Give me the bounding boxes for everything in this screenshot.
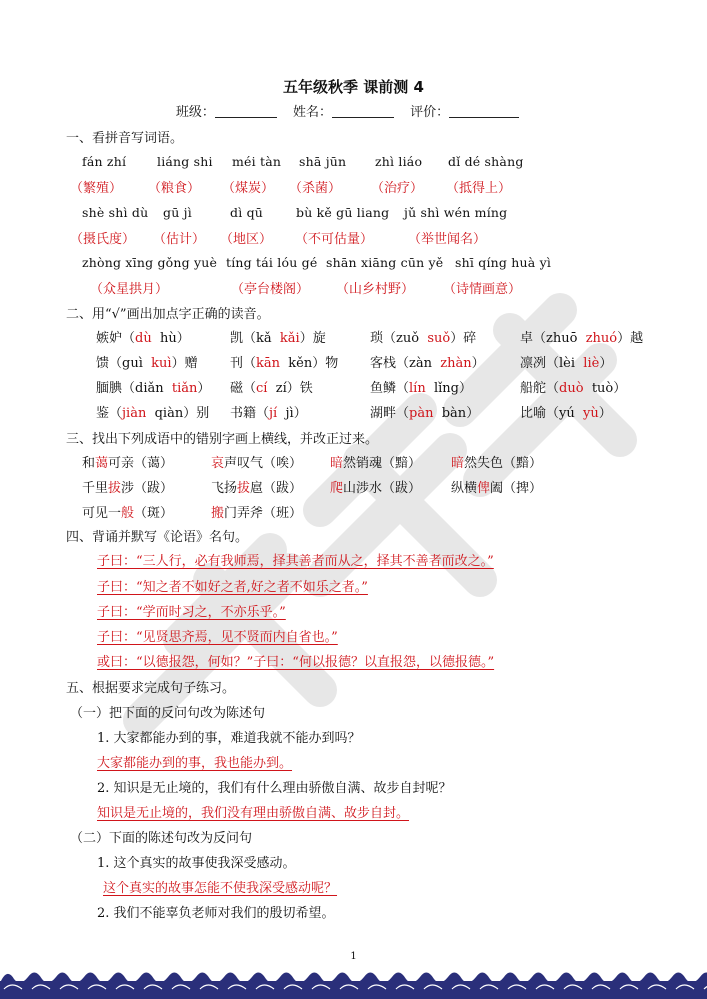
analects-line-5: 或曰：“以德报怨，何如？”子曰：“何以报德？以直报怨，以德报德。”	[97, 655, 495, 670]
word-prefix: 琐（	[370, 331, 397, 346]
pinyin: méi tàn	[232, 154, 282, 169]
word-suffix: ）	[293, 406, 307, 421]
idiom-suffix-correction: 然失色（黯）	[464, 456, 543, 471]
answer: （亭台楼阁）	[231, 282, 310, 297]
reading-option-b: bàn	[441, 406, 467, 421]
word-suffix: ）	[197, 381, 211, 396]
word-suffix: ）铁	[286, 381, 313, 396]
pronunciation-item	[520, 402, 612, 421]
pronunciation-item	[230, 327, 326, 346]
pronunciation-item	[230, 402, 307, 421]
reading-option-b: zhuó	[585, 331, 618, 346]
reading-option-b: kǎi	[279, 331, 300, 346]
wrong-character: 爬	[330, 481, 344, 496]
word-prefix: 比喻（	[520, 406, 560, 421]
class-blank	[215, 105, 277, 118]
idiom-suffix-correction: 扈（跋）	[250, 481, 303, 496]
pinyin: shān xiāng cūn yě	[326, 255, 444, 270]
reading-option-b: jì	[285, 406, 294, 421]
word-suffix: ）	[176, 331, 190, 346]
idiom-item	[211, 477, 302, 496]
reading-option-b: hù	[159, 331, 177, 346]
reading-option-b: qiàn	[154, 406, 184, 421]
pronunciation-item	[96, 352, 198, 371]
pinyin: dì qū	[230, 205, 264, 220]
pinyin: jǔ shì wén míng	[404, 205, 508, 220]
word-suffix: ）别	[183, 406, 210, 421]
word-prefix: 磁（	[230, 381, 257, 396]
reading-option-a: jí	[269, 406, 278, 421]
reading-option-b: kuì	[151, 356, 172, 371]
word-prefix: 客栈（	[370, 356, 410, 371]
idiom-suffix-correction: 可亲（蔼）	[108, 456, 174, 471]
reading-option-b: zhàn	[440, 356, 472, 371]
idiom-suffix-correction: 山涉水（跋）	[343, 481, 422, 496]
wave-footer-decoration	[0, 961, 707, 999]
idiom-prefix: 飞扬	[211, 481, 238, 496]
name-label: 姓名：	[292, 105, 332, 120]
section-5-heading: 五、根据要求完成句子练习。	[66, 681, 236, 696]
answer: （杀菌）	[289, 181, 342, 196]
idiom-suffix-correction: （斑）	[134, 506, 174, 521]
grade-label: 评价：	[410, 105, 450, 120]
pronunciation-item	[520, 327, 643, 346]
reading-option-a: lín	[409, 381, 426, 396]
wrong-character: 俾	[477, 481, 491, 496]
reading-option-b: liè	[583, 356, 600, 371]
word-suffix: ）旋	[299, 331, 326, 346]
idiom-item	[330, 452, 421, 471]
reading-option-a: jiàn	[122, 406, 147, 421]
word-suffix: ）碎	[450, 331, 477, 346]
word-suffix: ）	[459, 381, 473, 396]
reading-option-a: cí	[256, 381, 268, 396]
answer: （众星拱月）	[90, 282, 169, 297]
reading-option-b: zí	[275, 381, 287, 396]
reading-option-b: lǐng	[433, 381, 459, 396]
pinyin: zhòng xīng gǒng yuè	[82, 255, 218, 270]
answer: （不可估量）	[295, 232, 374, 247]
pronunciation-item	[520, 352, 612, 371]
idiom-item	[451, 452, 542, 471]
pinyin: fán zhí	[82, 154, 127, 169]
pinyin: zhì liáo	[375, 154, 423, 169]
analects-line-1: 子曰：“三人行，必有我师焉，择其善者而从之，择其不善者而改之。”	[97, 554, 494, 569]
word-suffix: ）	[466, 406, 480, 421]
subsection-1-heading: （一）把下面的反问句改为陈述句	[70, 706, 266, 721]
word-prefix: 船舵（	[520, 381, 560, 396]
word-prefix: 馈（	[96, 356, 123, 371]
idiom-item	[82, 452, 173, 471]
section-2-heading: 二、用“√”画出加点字正确的读音。	[66, 307, 270, 322]
word-suffix: ）	[599, 356, 613, 371]
reading-option-a: zuǒ	[396, 331, 420, 346]
subsection-2-heading: （二）下面的陈述句改为反问句	[70, 831, 253, 846]
word-prefix: 腼腆（	[96, 381, 136, 396]
answer: （煤炭）	[222, 181, 275, 196]
idiom-suffix-correction: 门弄斧（班）	[224, 506, 303, 521]
reading-option-a: zàn	[409, 356, 432, 371]
reading-option-b: kěn	[288, 356, 313, 371]
pinyin: dǐ dé shàng	[448, 154, 524, 169]
answer: （诗情画意）	[443, 282, 522, 297]
student-info-row	[0, 101, 707, 120]
answer-3: 这个真实的故事怎能不使我深受感动呢？	[103, 881, 338, 896]
class-label: 班级：	[175, 105, 215, 120]
wrong-character: 拔	[237, 481, 251, 496]
page-number: 1	[350, 951, 357, 962]
idiom-prefix: 千里	[82, 481, 109, 496]
pinyin: shā jūn	[299, 154, 347, 169]
word-suffix: ）	[598, 406, 612, 421]
reading-option-a: dù	[135, 331, 152, 346]
reading-option-b: tiǎn	[171, 381, 198, 396]
answer: （抵得上）	[446, 181, 512, 196]
idiom-suffix-correction: 声叹气（唉）	[224, 456, 303, 471]
question-1: 1. 大家都能办到的事，难道我就不能办到吗？	[97, 731, 361, 746]
pinyin: shè shì dù	[82, 205, 149, 220]
word-suffix: ）越	[617, 331, 644, 346]
answer: （地区）	[220, 232, 273, 247]
reading-option-a: zhuō	[546, 331, 578, 346]
reading-option-a: pàn	[409, 406, 434, 421]
word-prefix: 凛冽（	[520, 356, 560, 371]
word-prefix: 书籍（	[230, 406, 270, 421]
pronunciation-item	[370, 402, 479, 421]
grade-blank	[449, 105, 519, 118]
reading-option-b: suǒ	[427, 331, 451, 346]
pronunciation-item	[230, 352, 338, 371]
wrong-character: 暗	[330, 456, 344, 471]
pronunciation-item	[370, 352, 485, 371]
word-prefix: 嫉妒（	[96, 331, 136, 346]
word-prefix: 鱼鳞（	[370, 381, 410, 396]
answer: （摄氏度）	[70, 232, 136, 247]
analects-line-2: 子曰：“知之者不如好之者,好之者不如乐之者。”	[97, 580, 368, 595]
pinyin: bù kě gū liang	[296, 205, 390, 220]
reading-option-a: lèi	[559, 356, 576, 371]
wrong-character: 蔼	[95, 456, 109, 471]
wrong-character: 哀	[211, 456, 225, 471]
word-suffix: ）物	[312, 356, 339, 371]
pinyin: gū jì	[163, 205, 192, 220]
word-prefix: 鉴（	[96, 406, 123, 421]
wrong-character: 搬	[211, 506, 225, 521]
word-suffix: ）	[471, 356, 485, 371]
question-3: 1. 这个真实的故事使我深受感动。	[97, 856, 296, 871]
analects-line-4: 子曰：“见贤思齐焉，见不贤而内自省也。”	[97, 630, 338, 645]
word-prefix: 刊（	[230, 356, 257, 371]
idiom-item	[211, 452, 302, 471]
word-prefix: 湖畔（	[370, 406, 410, 421]
reading-option-a: yú	[559, 406, 575, 421]
idiom-suffix-correction: 涉（跋）	[121, 481, 174, 496]
reading-option-a: kǎ	[256, 331, 272, 346]
pinyin: shī qíng huà yì	[455, 255, 552, 270]
idiom-prefix: 和	[82, 456, 96, 471]
answer-2: 知识是无止境的，我们没有理由骄傲自满、故步自封。	[97, 806, 410, 821]
word-prefix: 卓（	[520, 331, 547, 346]
name-blank	[332, 105, 394, 118]
word-prefix: 凯（	[230, 331, 257, 346]
idiom-suffix-correction: 然销魂（黯）	[343, 456, 422, 471]
answer: （繁殖）	[70, 181, 123, 196]
reading-option-a: duò	[559, 381, 584, 396]
wrong-character: 拔	[108, 481, 122, 496]
section-4-heading: 四、背诵并默写《论语》名句。	[66, 530, 249, 545]
reading-option-a: kān	[256, 356, 281, 371]
answer: （估计）	[153, 232, 206, 247]
pronunciation-item	[370, 377, 472, 396]
pinyin: liáng shi	[157, 154, 213, 169]
word-suffix: ）赠	[171, 356, 198, 371]
idiom-item	[451, 477, 542, 496]
pronunciation-item	[520, 377, 626, 396]
page-title: 五年级秋季 课前测 4	[283, 78, 424, 96]
idiom-prefix: 可见一	[82, 506, 122, 521]
answer-1: 大家都能办到的事，我也能办到。	[97, 756, 293, 771]
reading-option-a: guì	[122, 356, 143, 371]
section-1-heading: 一、看拼音写词语。	[66, 131, 184, 146]
idiom-item	[82, 477, 173, 496]
wrong-character: 般	[121, 506, 135, 521]
reading-option-b: tuò	[591, 381, 614, 396]
idiom-item	[211, 502, 302, 521]
idiom-item	[82, 502, 173, 521]
idiom-item	[330, 477, 421, 496]
pronunciation-item	[370, 327, 476, 346]
idiom-prefix: 纵横	[451, 481, 478, 496]
idiom-suffix-correction: 阖（捭）	[490, 481, 543, 496]
wrong-character: 暗	[451, 456, 465, 471]
answer: （举世闻名）	[408, 232, 487, 247]
pronunciation-item	[96, 402, 209, 421]
word-suffix: ）	[613, 381, 627, 396]
pronunciation-item	[96, 377, 210, 396]
reading-option-a: diǎn	[135, 381, 164, 396]
pronunciation-item	[230, 377, 313, 396]
analects-line-3: 子曰：“学而时习之，不亦乐乎。”	[97, 605, 286, 620]
answer: （山乡村野）	[336, 282, 415, 297]
pinyin: tíng tái lóu gé	[226, 255, 318, 270]
section-3-heading: 三、找出下列成语中的错别字画上横线，并改正过来。	[66, 432, 379, 447]
question-2: 2. 知识是无止境的，我们有什么理由骄傲自满、故步自封呢？	[97, 781, 452, 796]
pronunciation-item	[96, 327, 190, 346]
answer: （粮食）	[148, 181, 201, 196]
reading-option-b: yù	[583, 406, 599, 421]
question-4: 2. 我们不能辜负老师对我们的殷切希望。	[97, 906, 335, 921]
answer: （治疗）	[371, 181, 424, 196]
